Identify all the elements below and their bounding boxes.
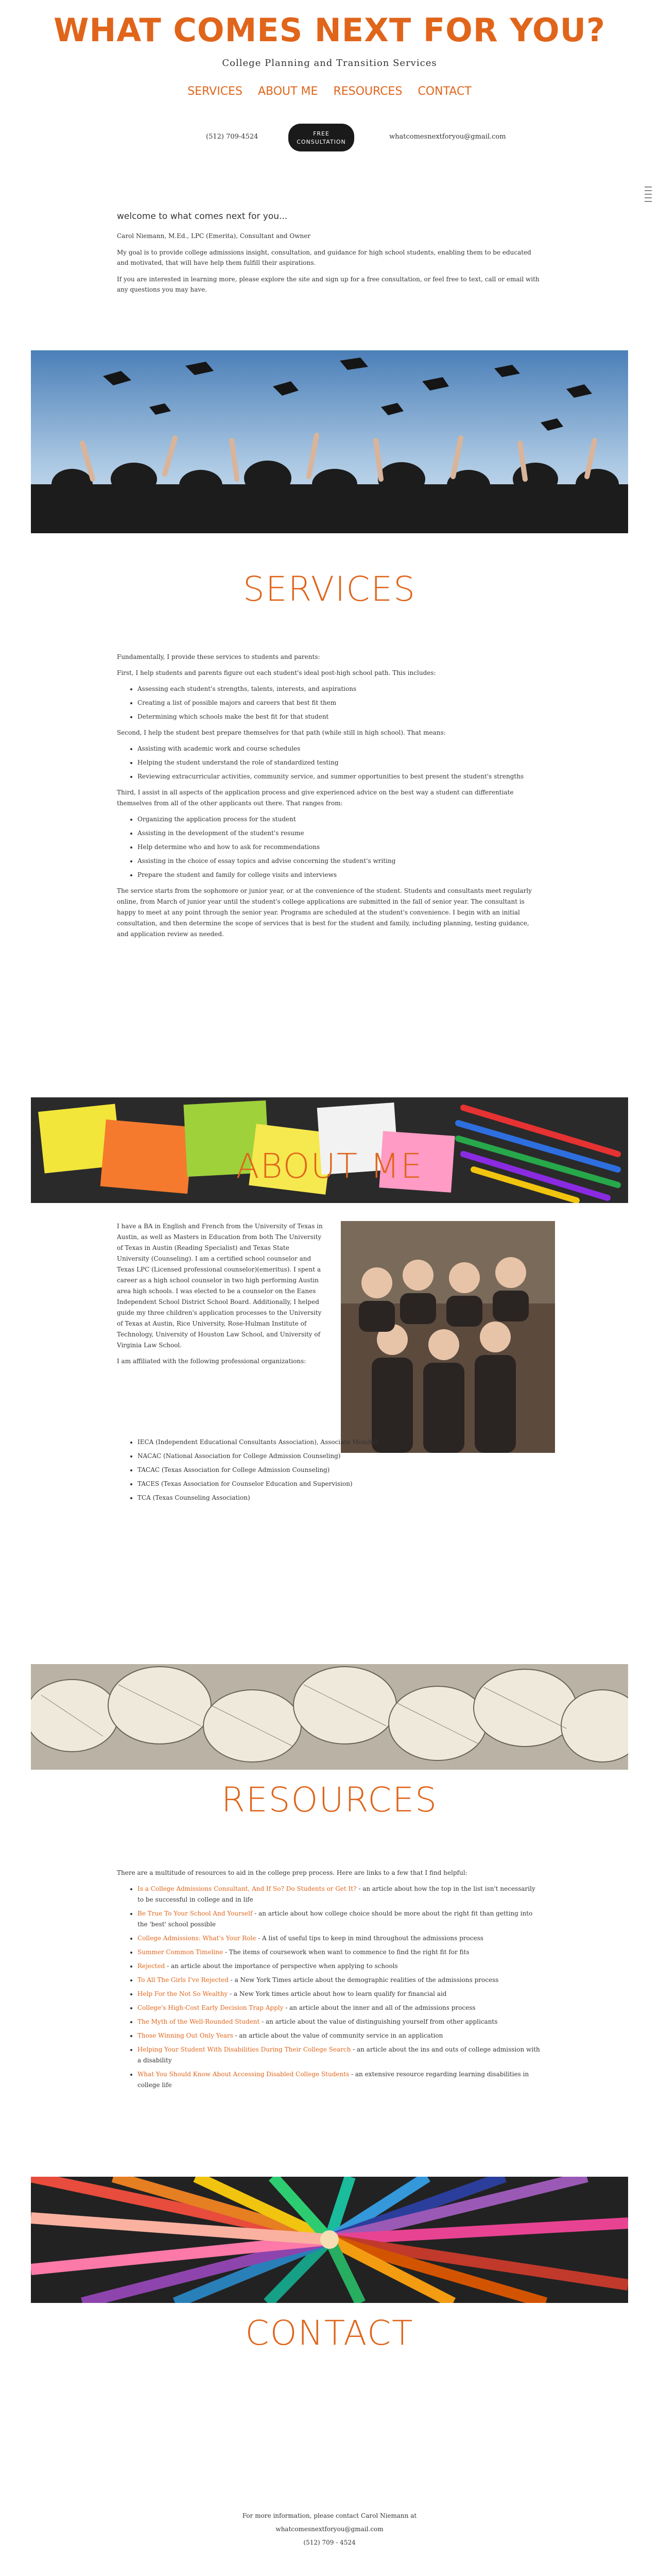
resource-description: - an extensive resource regarding learning disabilities in college life — [137, 2071, 529, 2089]
list-item: • Organizing the application process for the student — [137, 814, 542, 825]
list-item: • Reviewing extracurricular activities, community service, and summer opportunities to best present the student's strengths — [137, 771, 542, 782]
services-paragraph-1: Fundamentally, I provide these services to students and parents: — [117, 653, 320, 660]
header-phone[interactable]: (512) 709-4524 — [206, 133, 258, 141]
nav-about[interactable]: ABOUT ME — [257, 85, 318, 98]
resource-description: - an article about the ins and outs of college admission with a disability — [137, 2046, 540, 2064]
books-banner-image — [31, 1664, 628, 1770]
list-item: • Assisting in the choice of essay topics and advise concerning the student's writing — [137, 856, 542, 867]
nav-contact[interactable]: CONTACT — [418, 85, 472, 98]
list-item: • Assessing each student's strengths, talents, interests, and aspirations — [137, 684, 542, 694]
services-paragraph-5: The service starts from the sophomore or junior year, or at the convenience of the student. Students and consultants meet regularly online, from March of junior year until the student's college applications are submitted in the fall of senior year. The consultant is happy to meet at any point through the senior year. Programs are scheduled at the student's convenience. I begin with an initial consultation, and then determine the scope of services that is best for the student and family, including planning, testing guidance, and application review as needed. — [117, 887, 532, 938]
resource-description: - an article about the value of distinguishing yourself from other applicants — [259, 2018, 498, 2025]
resource-link[interactable]: Rejected — [137, 1962, 165, 1970]
contact-line: For more information, please contact Carol Niemann at — [242, 2512, 417, 2519]
resource-description: - The items of coursework when want to commence to find the right fit for fits — [223, 1948, 470, 1956]
list-item: • TACES (Texas Association for Counselor Education and Supervision) — [137, 1479, 542, 1489]
list-item: • Helping the student understand the role of standardized testing — [137, 757, 542, 768]
graduation-banner-image — [31, 350, 628, 533]
resource-description: - an article about the value of community service in an application — [233, 2032, 443, 2039]
resource-description: - a New York Times article about the demographic realities of the admissions process — [228, 1976, 499, 1984]
list-item — [137, 1933, 542, 1944]
list-item — [137, 1908, 542, 1930]
menu-icon[interactable] — [645, 187, 652, 205]
list-item — [137, 2003, 542, 2013]
services-paragraph-4: Third, I assist in all aspects of the application process and give experienced advice on the best way a student can differentiate themselves from all of the other applicants out there. That ranges from: — [117, 789, 514, 807]
about-title: ABOUT ME — [236, 1146, 423, 1186]
intro-section — [117, 211, 542, 301]
resource-description: - an article about how the top in the list isn't necessarily to be successful in college and in life — [137, 1885, 535, 1903]
resource-description: - A list of useful tips to keep in mind throughout the admissions process — [256, 1935, 483, 1942]
list-item: • IECA (Independent Educational Consultants Association), Associate Member — [137, 1437, 542, 1448]
owner-line: Carol Niemann, M.Ed., LPC (Emerita), Consultant and Owner — [117, 232, 311, 240]
intro-paragraph-2: If you are interested in learning more, please explore the site and sign up for a free consultation, or feel free to text, call or email with any questions you may have. — [117, 276, 540, 293]
cta-line-2: CONSULTATION — [297, 139, 346, 145]
resource-link[interactable]: College's High-Cost Early Decision Trap Apply — [137, 2004, 284, 2011]
resource-description: - an article about the inner and all of the admissions process — [283, 2004, 476, 2011]
family-photo — [341, 1221, 555, 1453]
services-paragraph-2: First, I help students and parents figure out each student's ideal post-high school path. This includes: — [117, 669, 436, 676]
welcome-heading: welcome to what comes next for you... — [117, 211, 288, 222]
about-paragraph-2: I am affiliated with the following professional organizations: — [117, 1358, 306, 1365]
main-nav — [0, 85, 659, 98]
list-item: • Determining which schools make the best fit for that student — [137, 711, 542, 722]
resource-link[interactable]: Help For the Not So Wealthy — [137, 1990, 228, 1997]
services-paragraph-3: Second, I help the student best prepare themselves for that path (while still in high school). That means: — [117, 729, 446, 736]
site-title: WHAT COMES NEXT FOR YOU? — [54, 11, 605, 49]
list-item: • Prepare the student and family for college visits and interviews — [137, 870, 542, 880]
resource-description: - an article about how college choice should be more about the right fit than getting into the 'best' school possible — [137, 1910, 533, 1928]
resources-list — [117, 1884, 542, 2091]
list-item — [137, 1975, 542, 1986]
orgs-list-block — [117, 1435, 542, 1509]
services-list-1 — [117, 684, 542, 722]
cta-line-1: FREE — [313, 130, 330, 137]
resources-title: RESOURCES — [221, 1780, 438, 1820]
list-item: • Help determine who and how to ask for recommendations — [137, 842, 542, 853]
list-item — [137, 1884, 542, 1905]
list-item: • Assisting with academic work and course schedules — [137, 743, 542, 754]
list-item: • Assisting in the development of the student's resume — [137, 828, 542, 839]
list-item: • TACAC (Texas Association for College Admission Counseling) — [137, 1465, 542, 1476]
site-subtitle: College Planning and Transition Services — [222, 58, 437, 69]
list-item: • NACAC (National Association for College Admission Counseling) — [137, 1451, 542, 1462]
colored-pencils-banner-image — [31, 2177, 628, 2303]
list-item: • TCA (Texas Counseling Association) — [137, 1493, 542, 1503]
contact-phone[interactable]: (512) 709 - 4524 — [303, 2539, 356, 2546]
resource-link[interactable]: Those Winning Out Only Years — [137, 2032, 233, 2039]
resource-link[interactable]: What You Should Know About Accessing Disabled College Students — [137, 2071, 350, 2078]
nav-resources[interactable]: RESOURCES — [333, 85, 403, 98]
list-item — [137, 1947, 542, 1958]
about-body — [117, 1221, 323, 1372]
list-item — [137, 2016, 542, 2027]
contact-title: CONTACT — [245, 2313, 414, 2353]
header-email[interactable]: whatcomesnextforyou@gmail.com — [389, 133, 506, 141]
resource-link[interactable]: To All The Girls I've Rejected — [137, 1976, 229, 1984]
list-item — [137, 2069, 542, 2091]
organizations-list — [117, 1437, 542, 1503]
resource-link[interactable]: College Admissions: What's Your Role — [137, 1935, 256, 1942]
header-contact-bar — [206, 124, 566, 165]
list-item: • Creating a list of possible majors and careers that best fit them — [137, 698, 542, 708]
services-list-3 — [117, 814, 542, 880]
resource-link[interactable]: Summer Common Timeline — [137, 1948, 223, 1956]
resource-link[interactable]: Be True To Your School And Yourself — [137, 1910, 253, 1917]
contact-email[interactable]: whatcomesnextforyou@gmail.com — [275, 2526, 384, 2533]
list-item — [137, 1989, 542, 1999]
list-item — [137, 2044, 542, 2066]
list-item — [137, 2030, 542, 2041]
resource-link[interactable]: Is a College Admissions Consultant, And If So? Do Students or Get It? — [137, 1885, 357, 1892]
intro-paragraph-1: My goal is to provide college admissions insight, consultation, and guidance for high school students, enabling them to be educated and motivated, that will have help them fulfill their aspirations. — [117, 249, 531, 266]
resource-link[interactable]: Helping Your Student With Disabilities During Their College Search — [137, 2046, 351, 2053]
list-item — [137, 1961, 542, 1972]
services-list-2 — [117, 743, 542, 782]
header-consultation-button[interactable] — [288, 124, 354, 151]
resources-intro: There are a multitude of resources to aid in the college prep process. Here are links to a few that I find helpful: — [117, 1869, 467, 1876]
resources-body — [117, 1868, 542, 2096]
resource-description: - a New York times article about how to learn qualify for financial aid — [228, 1990, 447, 1997]
resource-link[interactable]: The Myth of the Well-Rounded Student — [137, 2018, 260, 2025]
nav-services[interactable]: SERVICES — [187, 85, 242, 98]
contact-info — [0, 2509, 659, 2549]
about-paragraph-1: I have a BA in English and French from the University of Texas in Austin, as well as Masters in Education from both The University of Texas in Austin (Reading Specialist) and Texas State University (Counseling). I am a certified school counselor and Texas LPC (Licensed professional counselor)(emeritus). I spent a career as a high school counselor in two high performing Austin area high schools. I was elected to be a counselor on the Eanes Independent School District School Board. Additionally, I helped guide my three children's application processes to the University of Texas at Austin, Rice University, Rose-Hulman Institute of Technology, University of Houston Law School, and University of Virginia Law School. — [117, 1223, 323, 1349]
services-body — [117, 652, 542, 945]
resource-description: - an article about the importance of perspective when applying to schools — [165, 1962, 398, 1970]
services-title: SERVICES — [242, 569, 417, 609]
